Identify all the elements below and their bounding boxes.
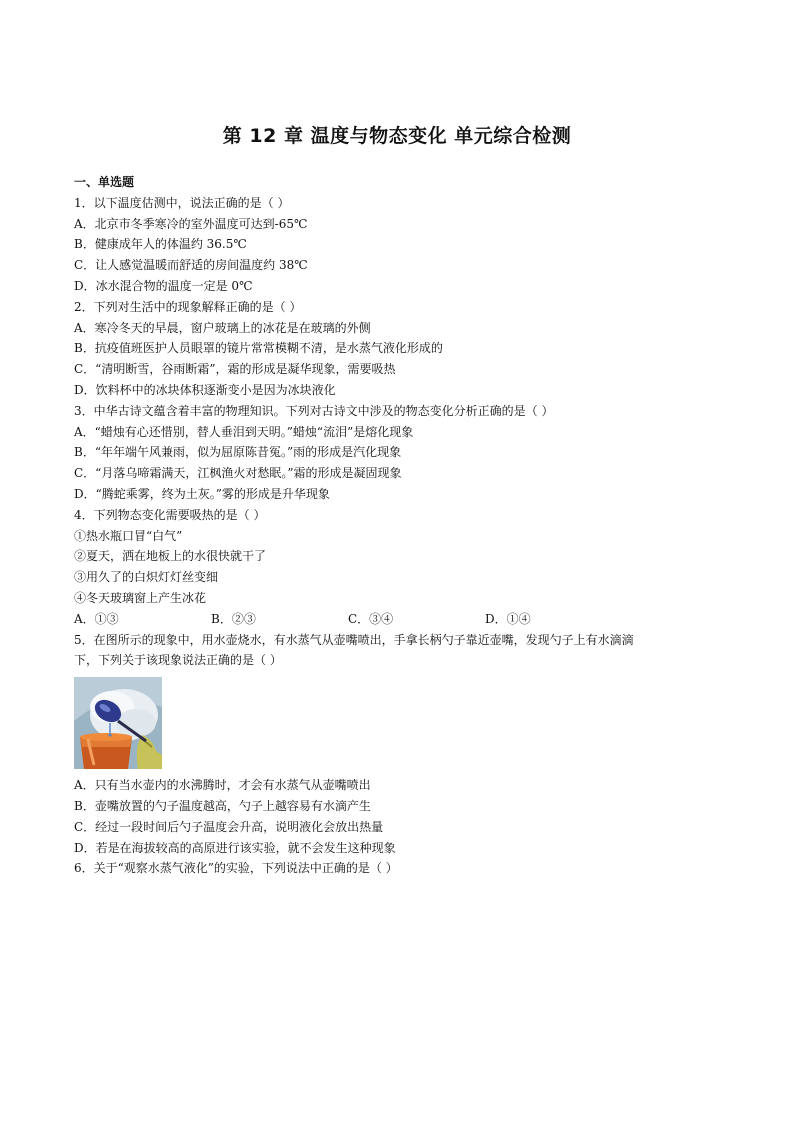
- q1-stem: 1．以下温度估测中，说法正确的是（ ）: [74, 195, 290, 210]
- q2-option-d: D．饮料杯中的冰块体积逐渐变小是因为冰块液化: [74, 382, 336, 397]
- q5-option-a: A．只有当水壶内的水沸腾时，才会有水蒸气从壶嘴喷出: [74, 778, 371, 793]
- q1-option-a: A．北京市冬季寒冷的室外温度可达到-65℃: [74, 216, 308, 231]
- q5-option-b: B．壶嘴放置的勺子温度越高，勺子上越容易有水滴产生: [74, 798, 371, 813]
- q1-option-d: D．冰水混合物的温度一定是 0℃: [74, 278, 253, 293]
- kettle-spoon-figure: [74, 677, 162, 769]
- q5-stem-line1: 5．在图所示的现象中，用水壶烧水，有水蒸气从壶嘴喷出，手拿长柄勺子靠近壶嘴，发现勺子上有水滴滴: [74, 632, 634, 647]
- q4-option-d: D．①④: [485, 611, 531, 626]
- q4-item-2: ②夏天，洒在地板上的水很快就干了: [74, 549, 267, 564]
- q4-item-3: ③用久了的白炽灯灯丝变细: [74, 570, 219, 585]
- question-list: [74, 172, 734, 879]
- q1-option-b: B．健康成年人的体温约 36.5℃: [74, 237, 247, 252]
- kettle-spoon-illustration: [74, 677, 162, 769]
- q4-item-1: ①热水瓶口冒“白气”: [74, 528, 183, 543]
- q2-option-b: B．抗疫值班医护人员眼罩的镜片常常模糊不清，是水蒸气液化形成的: [74, 341, 443, 356]
- q6-stem: 6．关于“观察水蒸气液化”的实验，下列说法中正确的是（ ）: [74, 861, 398, 876]
- q5-option-c: C．经过一段时间后勺子温度会升高，说明液化会放出热量: [74, 819, 384, 834]
- q3-option-c: C．“月落乌啼霜满天，江枫渔火对愁眠。”霜的形成是凝固现象: [74, 466, 402, 481]
- q1-option-c: C．让人感觉温暖而舒适的房间温度约 38℃: [74, 258, 308, 273]
- q5-option-d: D．若是在海拔较高的高原进行该实验，就不会发生这种现象: [74, 840, 396, 855]
- q4-item-4: ④冬天玻璃窗上产生冰花: [74, 590, 207, 605]
- q4-option-a: A．①③: [74, 611, 119, 626]
- section-heading: 一、单选题: [74, 175, 135, 189]
- q5-stem-line2: 下，下列关于该现象说法正确的是（ ）: [74, 653, 282, 668]
- page-title: 第 12 章 温度与物态变化 单元综合检测: [222, 125, 572, 147]
- q3-option-a: A．“蜡烛有心还惜别，替人垂泪到天明。”蜡烛“流泪”是熔化现象: [74, 424, 414, 439]
- q4-option-c: C．③④: [348, 611, 394, 626]
- q4-stem: 4．下列物态变化需要吸热的是（ ）: [74, 507, 266, 522]
- q4-option-b: B．②③: [211, 611, 256, 626]
- q4-options: [74, 609, 734, 630]
- q2-option-c: C．“清明断雪，谷雨断霜”，霜的形成是凝华现象，需要吸热: [74, 362, 396, 377]
- q3-option-d: D．“腾蛇乘雾，终为土灰。”雾的形成是升华现象: [74, 486, 330, 501]
- q2-option-a: A．寒冷冬天的早晨，窗户玻璃上的冰花是在玻璃的外侧: [74, 320, 371, 335]
- q2-stem: 2．下列对生活中的现象解释正确的是（ ）: [74, 299, 302, 314]
- q3-stem: 3．中华古诗文蕴含着丰富的物理知识。下列对古诗文中涉及的物态变化分析正确的是（ ）: [74, 403, 554, 418]
- q3-option-b: B．“年年端午风兼雨，似为屈原陈昔冤。”雨的形成是汽化现象: [74, 445, 402, 460]
